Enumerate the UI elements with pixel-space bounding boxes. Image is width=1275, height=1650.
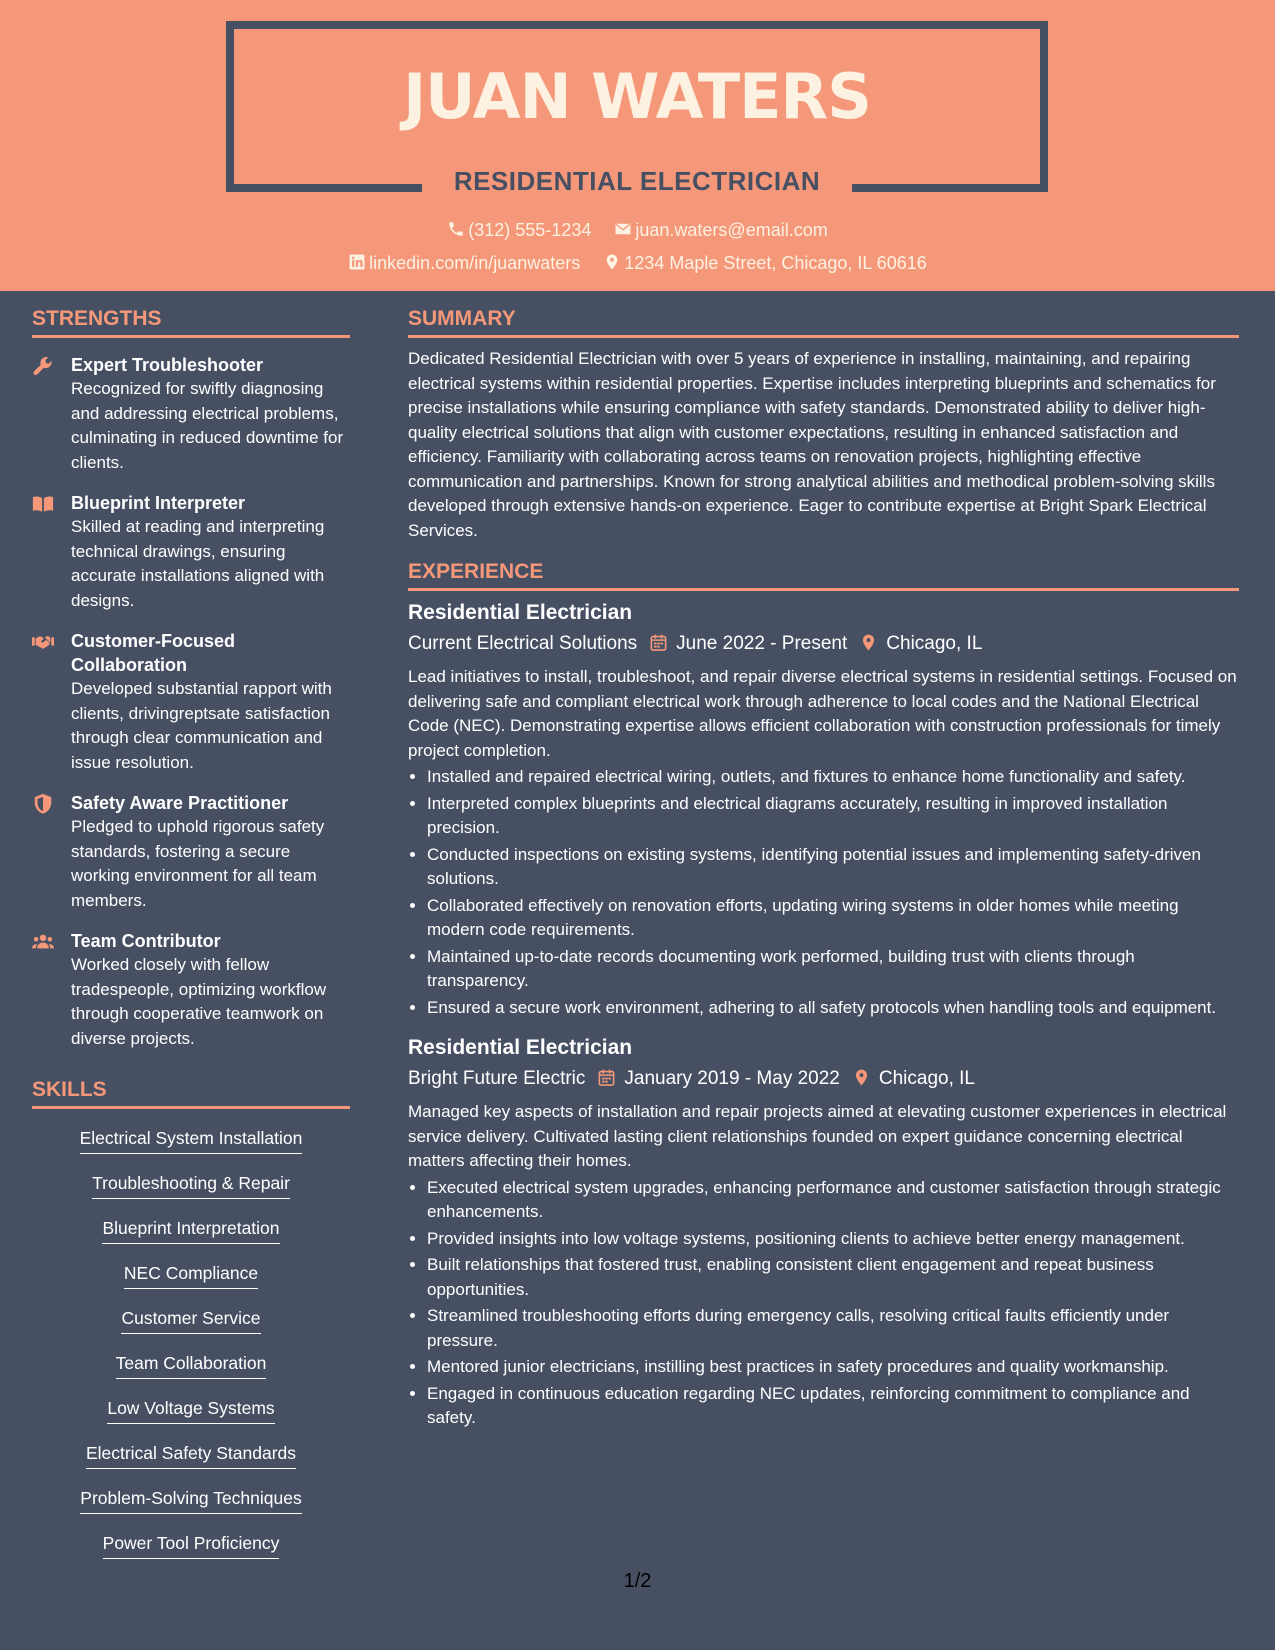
job-meta <box>408 629 1239 659</box>
map-pin-icon <box>603 253 621 271</box>
skill-label: Blueprint Interpretation <box>102 1216 279 1244</box>
job-bullet: • Collaborated effectively on renovation efforts, updating wiring systems in older homes while meeting modern code requirements. <box>427 894 1239 943</box>
linkedin-contact[interactable] <box>348 253 580 273</box>
job-location: Chicago, IL <box>878 1068 975 1089</box>
contact-line-1 <box>0 220 1275 241</box>
linkedin-text: linkedin.com/in/juanwaters <box>369 253 581 273</box>
strength-item <box>32 791 350 913</box>
calendar-icon <box>597 1068 616 1087</box>
strength-title: Customer-Focused Collaboration <box>71 631 236 675</box>
skill-item <box>32 1351 350 1396</box>
job-entry <box>408 599 1239 1020</box>
strength-title: Expert Troubleshooter <box>71 355 264 375</box>
job-bullet: • Engaged in continuous education regarding NEC updates, reinforcing commitment to compliance and safety. <box>427 1382 1239 1431</box>
phone-icon <box>447 220 465 238</box>
strength-title: Blueprint Interpreter <box>71 493 246 513</box>
skill-label: NEC Compliance <box>124 1261 258 1289</box>
strength-item <box>32 353 350 475</box>
phone-text: (312) 555-1234 <box>468 220 592 240</box>
job-bullet: • Executed electrical system upgrades, enhancing performance and customer satisfaction through strategic enhancements. <box>427 1176 1239 1225</box>
job-bullet: • Ensured a secure work environment, adhering to all safety protocols when handling tools and equipment. <box>427 996 1239 1021</box>
job-bullets <box>408 1176 1239 1431</box>
users-icon <box>32 931 54 953</box>
skill-label: Customer Service <box>121 1306 260 1334</box>
skill-label: Problem-Solving Techniques <box>80 1486 301 1514</box>
skill-item <box>32 1126 350 1171</box>
job-location: Chicago, IL <box>886 633 983 654</box>
strength-desc: Recognized for swiftly diagnosing and addressing electrical problems, culminating in reduced downtime for clients. <box>71 379 344 472</box>
skill-label: Team Collaboration <box>116 1351 267 1379</box>
skill-label: Power Tool Proficiency <box>103 1531 280 1559</box>
job-bullet: • Built relationships that fostered trust, enabling consistent client engagement and repeat business opportunities. <box>427 1253 1239 1302</box>
job-company: Bright Future Electric <box>408 1068 586 1089</box>
book-icon <box>32 493 54 515</box>
strength-desc: Developed substantial rapport with clients, drivingreptsate satisfaction through clear communication and issue resolution. <box>71 679 332 772</box>
strength-item <box>32 929 350 1051</box>
map-pin-icon <box>859 633 878 652</box>
job-bullet: • Conducted inspections on existing systems, identifying potential issues and implementing safety-driven solutions. <box>427 843 1239 892</box>
envelope-icon <box>614 220 632 238</box>
strength-desc: Pledged to uphold rigorous safety standards, fostering a secure working environment for all team members. <box>71 817 325 910</box>
strengths-list <box>32 353 350 1067</box>
skill-label: Low Voltage Systems <box>107 1396 274 1424</box>
address-text: 1234 Maple Street, Chicago, IL 60616 <box>624 253 927 273</box>
job-dates: June 2022 - Present <box>676 633 848 654</box>
skill-label: Electrical Safety Standards <box>86 1441 296 1469</box>
job-bullet: • Mentored junior electricians, instilling best practices in safety procedures and quality workmanship. <box>427 1355 1239 1380</box>
job-meta <box>408 1064 1239 1094</box>
job-bullet: • Maintained up-to-date records documenting work performed, building trust with clients through transparency. <box>427 945 1239 994</box>
address-contact <box>603 253 927 273</box>
job-company: Current Electrical Solutions <box>408 633 638 654</box>
experience-list <box>408 599 1239 1445</box>
skill-item <box>32 1216 350 1261</box>
strength-title: Safety Aware Practitioner <box>71 793 289 813</box>
strengths-heading: STRENGTHS <box>32 307 350 338</box>
summary-text: Dedicated Residential Electrician with over 5 years of experience in installing, maintaining, and repairing electrical systems within residential properties. Expertise includes interpreting blueprints and schematics for precise installations while ensuring compliance with safety standards. Demonstrated ability to deliver high-quality electrical solutions that align with customer expectations, resulting in enhanced satisfaction and efficiency. Familiarity with collaborating across teams on renovation projects, highlighting effective communication and partnerships. Known for strong analytical abilities and methodical problem-solving skills developed through extensive hands-on experience. Eager to contribute expertise at Bright Spark Electrical Services. <box>408 349 1216 540</box>
skills-list <box>32 1126 350 1576</box>
summary-heading: SUMMARY <box>408 307 1239 338</box>
candidate-title: RESIDENTIAL ELECTRICIAN <box>453 166 821 196</box>
email-text: juan.waters@email.com <box>635 220 828 240</box>
job-entry <box>408 1034 1239 1431</box>
skill-item <box>32 1486 350 1531</box>
job-bullets <box>408 765 1239 1020</box>
header-banner <box>0 0 1275 291</box>
shield-icon <box>32 793 54 815</box>
job-role: Residential Electrician <box>408 1036 633 1059</box>
candidate-name: JUAN WATERS <box>403 60 871 133</box>
strength-title: Team Contributor <box>71 931 221 951</box>
handshake-icon <box>32 631 54 653</box>
skill-item <box>32 1441 350 1486</box>
wrench-icon <box>32 355 54 377</box>
job-dates: January 2019 - May 2022 <box>624 1068 840 1089</box>
summary-section <box>408 347 1239 543</box>
strength-desc: Skilled at reading and interpreting technical drawings, ensuring accurate installations aligned with designs. <box>71 517 325 610</box>
linkedin-icon <box>348 253 366 271</box>
job-role: Residential Electrician <box>408 601 633 624</box>
contact-line-2 <box>0 253 1275 274</box>
job-bullet: • Installed and repaired electrical wiring, outlets, and fixtures to enhance home functionality and safety. <box>427 765 1239 790</box>
calendar-icon <box>649 633 668 652</box>
strength-desc: Worked closely with fellow tradespeople, optimizing workflow through cooperative teamwork on diverse projects. <box>71 955 327 1048</box>
job-bullet: • Provided insights into low voltage systems, positioning clients to achieve better energy management. <box>427 1227 1239 1252</box>
skill-label: Troubleshooting & Repair <box>92 1171 290 1199</box>
job-bullet: • Interpreted complex blueprints and electrical diagrams accurately, resulting in improved installation precision. <box>427 792 1239 841</box>
experience-heading: EXPERIENCE <box>408 560 1239 591</box>
skill-item <box>32 1171 350 1216</box>
strength-item <box>32 491 350 613</box>
skill-item <box>32 1261 350 1306</box>
phone-contact[interactable] <box>447 220 591 240</box>
job-bullet: • Streamlined troubleshooting efforts during emergency calls, resolving critical faults efficiently under pressure. <box>427 1304 1239 1353</box>
skill-item <box>32 1306 350 1351</box>
strength-item <box>32 629 350 775</box>
email-contact[interactable] <box>614 220 827 240</box>
map-pin-icon <box>852 1068 871 1087</box>
job-description: Lead initiatives to install, troubleshoot, and repair diverse electrical systems in residential settings. Focused on delivering safe and compliant electrical work through adherence to local codes and the National Electrical Code (NEC). Demonstrating expertise allows efficient collaboration with construction professionals for timely project completion. <box>408 667 1237 760</box>
skill-item <box>32 1396 350 1441</box>
job-description: Managed key aspects of installation and repair projects aimed at elevating customer experiences in electrical service delivery. Cultivated lasting client relationships founded on expert guidance concerning electrical matters affecting their homes. <box>408 1102 1227 1170</box>
skills-heading: SKILLS <box>32 1078 350 1109</box>
page-number: 1/2 <box>623 1570 652 1592</box>
skill-label: Electrical System Installation <box>80 1126 303 1154</box>
